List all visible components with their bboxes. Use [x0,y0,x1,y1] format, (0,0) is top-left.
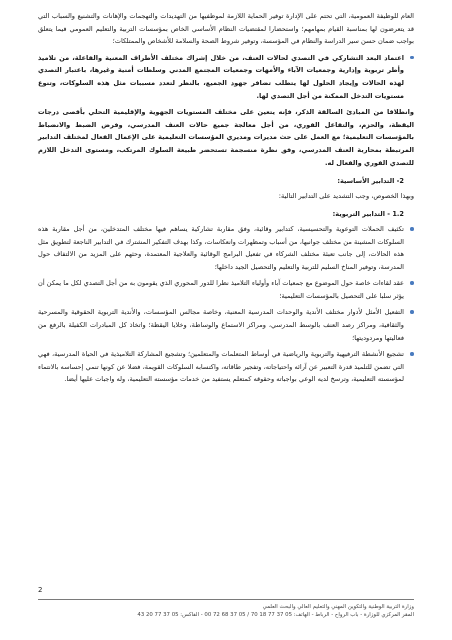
bullet-dot-icon [410,281,414,285]
bullet-text: تكثيف الحملات التوعوية والتحسيسية، كتدابير وقائية، وفق مقاربة تشاركية يساهم فيها مختلف المتدخلين، من أجل مقاربة هذه السلوكات المشينة من مختلف جوانبها، من أسباب وتمظهرات وانعكاسات، وكذا بهدف التفكير المشترك في التدابير الناجعة لتطويق مثل هذه الحالات، إلى جانب تعبئة مختلف الشركاء في تفعيل البرامج الوقائية والعلاجية المعتمدة، وحثهم على المزيد من الالتفاف حول المدرسة، وتوفير المناخ السليم للتربية والتعليم والتحصيل الجيد داخلها؛ [38,224,404,271]
principles-paragraph: وانطلاقا من المبادئ السالفة الذكر، فإنه يتعين على مختلف المستويات الجهوية والإقليمية التحلي بأقصى درجات اليقظة، والحزم، والتفاعل الفوري، من أجل معالجة جميع حالات العنف المدرسي، وفرض الضبط والانضباط بالمؤسسات التعليمية؛ مع العمل على حث مديرات ومديري المؤسسات التعليمية على الإعمال الفعال لمختلف التدابير المرتبطة بمحاربة العنف المدرسي، وفق نظرة منسجمة تستحضر طبيعة السلوك المرتكب، ومستوى التدخل اللازم للتصدي الفوري والفعال له. [38,108,414,167]
section-2-intro: وبهذا الخصوص، وجب التشديد على التدابير التالية: [278,191,414,200]
bullet-participatory [38,52,414,102]
intro-paragraph: العام للوظيفة العمومية، التي تحتم على الإدارة توفير الحماية اللازمة لموظفيها من التهديدات والتهجمات والإهانات والتشنيع والسباب التي قد يتعرضون لها بمناسبة القيام بمهامهم؛ واستحضارا لمقتضيات النظام الأساسي الخاص بمؤسسات التربية والتعليم العمومي فيما يتعلق بواجب ضمان حسن سير الدراسة والنظام في المؤسسة، وتوفير شروط الصحة والسلامة للأشخاص والممتلكات؛ [38,12,414,46]
bullet-awareness [38,223,414,273]
bullet-text: عقد لقاءات خاصة حول الموضوع مع جمعيات آباء وأولياء التلاميذ نظرا للدور المحوري الذي يقومون به من أجل التصدي لكل ما يمكن أن يؤثر سلبا على التحصيل بالمؤسسات التعليمية؛ [38,279,404,300]
bullet-dot-icon [410,310,414,314]
page-number: 2 [38,586,43,594]
document-body [38,10,414,390]
footer-divider [38,599,414,600]
footer-ministry: وزارة التربية الوطنية والتكوين المهني والتعليم العالي والبحث العلمي [262,604,414,610]
bullet-dot-icon [410,352,414,356]
bullet-dot-icon [410,56,414,60]
bullet-clubs [38,306,414,344]
bullet-text: التفعيل الأمثل لأدوار مختلف الأندية والوحدات المدرسية المعنية، وخاصة مجالس المؤسسات، والأندية التربوية الحقوقية والمسرحية والثقافية، ومراكز رصد العنف بالوسط المدرسي، ومراكز الاستماع والوساطة، وخلايا اليقظة؛ واتخاذ كل المبادرات الكفيلة بالرفع من فعاليتها ومردوديتها؛ [38,308,404,342]
bullet-text: تشجيع الأنشطة الترفيهية والتربوية والرياضية في أوساط المتعلمات والمتعلمين؛ وتشجيع المشاركة التلاميذية في الحياة المدرسية، فهي التي تضمن للتلميذ قدرة التعبير عن آرائه واحتياجاته، وتفجير طاقاته، واكتسابه السلوكات القويمة، فضلا عن كونها تنمي إحساسه بالانتماء لمؤسسته التعليمية، وترسخ لديه الوعي بواجباته وحقوقه كمتعلم يستفيد من خدمات مؤسسته التعليمية، وله واجبات عليها أيضا. [38,350,404,384]
bullet-dot-icon [410,227,414,231]
bullet-activities [38,348,414,386]
section-2-heading: 2- التدابير الأساسية: [337,177,404,186]
bullet-text: اعتماد البعد التشاركي في التصدي لحالات العنف، من خلال إشراك مختلف الأطراف المعنية والفاعلة، من تلاميذ وأطر تربوية وإدارية وجمعيات الآباء والأمهات وجمعيات المجتمع المدني وسلطات أمنية وغيرها، باعتبار التصدي لهذه الحالات وإيجاد الحلول لها يتطلب تضافر جهود الجميع، بالنظر لتعدد مسببات مثل هذه السلوكات، وتنوع مستويات التدخل الممكنة من أجل التصدي لها. [38,53,404,100]
footer-address: المقر المركزي للوزارة - باب الرواح - الرباط - الهاتف: 05 37 77 18 70 / 05 37 68 72 00 - الفاكس: 05 37 77 20 43 [137,612,414,618]
footer [38,603,414,619]
bullet-parent-meetings [38,277,414,302]
section-2-1-heading: 1.2 - التدابير التربوية: [332,210,404,219]
